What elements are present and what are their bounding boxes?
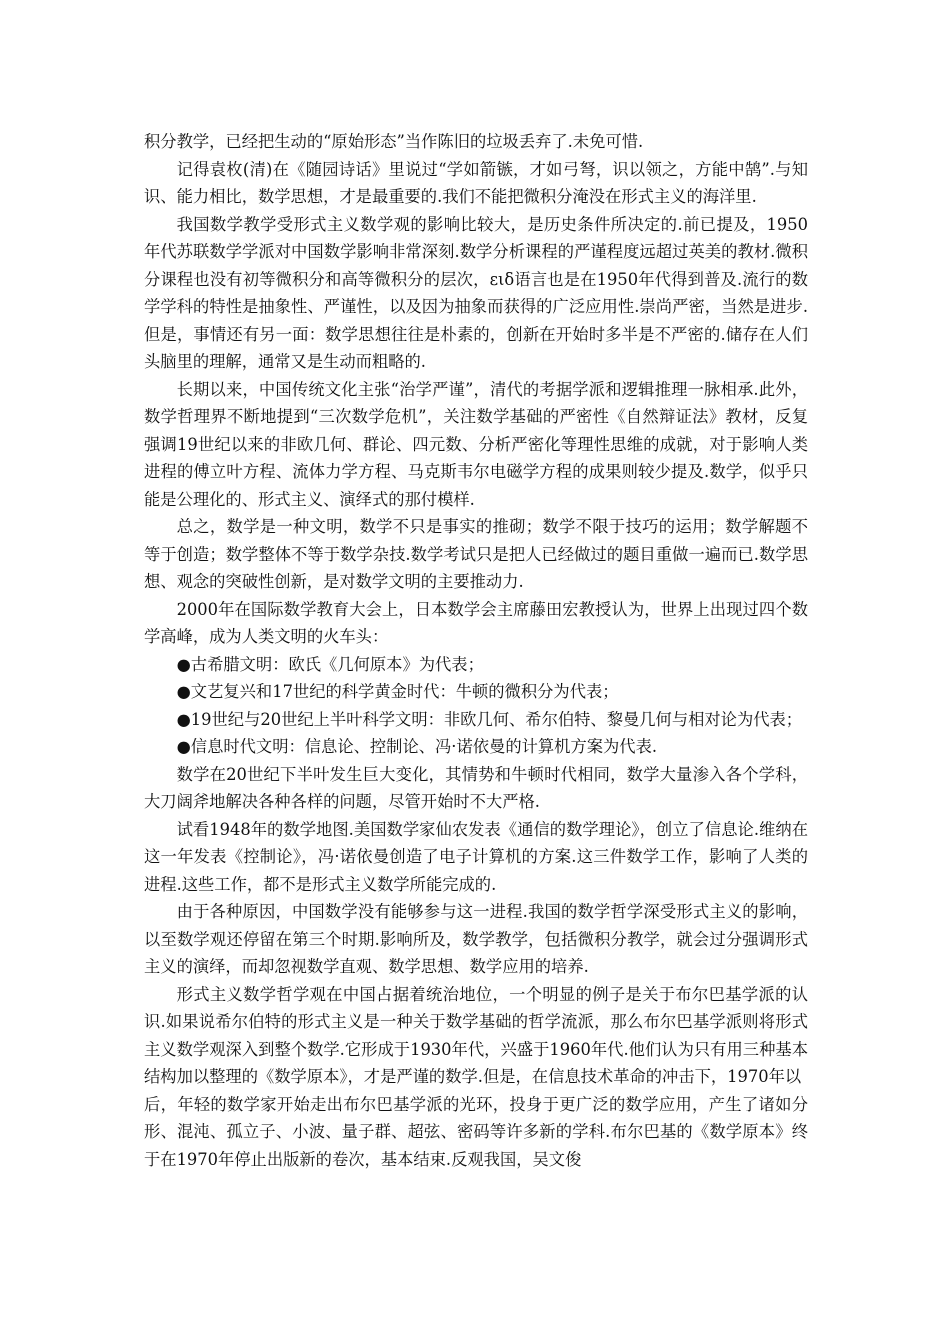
bullet-item-2: ●文艺复兴和17世纪的科学黄金时代：牛顿的微积分为代表； xyxy=(176,682,619,701)
document-body xyxy=(144,128,808,1173)
paragraph-1: 积分教学，已经把生动的“原始形态”当作陈旧的垃圾丢弃了.未免可惜. xyxy=(144,132,644,151)
paragraph-11: 后，年轻的数学家开始走出布尔巴基学派的光环，投身于更广泛的数学应用，产生了诸如分形、混沌、孤立子、小波、量子群、超弦、密码等许多新的学科.布尔巴基的《数学原本》终于在1970年停止出版新的卷次，基本结束.反观我国，吴文俊 xyxy=(144,1094,808,1169)
paragraph-5: 总之，数学是一种文明，数学不只是事实的推砌；数学不限于技巧的运用；数学解题不等于创造；数学整体不等于数学杂技.数学考试只是把人已经做过的题目重做一遍而已.数学思想、观念的突破性创新，是对数学文明的主要推动力. xyxy=(144,517,808,591)
bullet-item-4: ●信息时代文明：信息论、控制论、冯·诺依曼的计算机方案为代表. xyxy=(176,737,658,756)
paragraph-6: 2000年在国际数学教育大会上，日本数学会主席藤田宏教授认为，世界上出现过四个数学高峰，成为人类文明的火车头： xyxy=(144,599,808,646)
paragraph-10: 形式主义数学哲学观在中国占据着统治地位，一个明显的例子是关于布尔巴基学派的认识.如果说希尔伯特的形式主义是一种关于数学基础的哲学流派，那么布尔巴基学派则将形式主义数学观深入到整个数学.它形成于1930年代，兴盛于1960年代.他们认为只有用三种基本结构加以整理的《数学原本》，才是严谨的数学.但是，在信息技术革命的冲击下，1970年以 xyxy=(144,984,808,1086)
paragraph-3: 我国数学教学受形式主义数学观的影响比较大，是历史条件所决定的.前已提及，1950年代苏联数学学派对中国数学影响非常深刻.数学分析课程的严谨程度远超过英美的教材.微积分课程也没有初等微积分和高等微积分的层次，ειδ语言也是在1950年代得到普及.流行的数学学科的特性是抽象性、严谨性，以及因为抽象而获得的广泛应用性.崇尚严密，当然是进步.但是，事情还有另一面：数学思想往往是朴素的，创新在开始时多半是不严密的.储存在人们头脑里的理解，通常又是生动而粗略的. xyxy=(144,214,808,371)
paragraph-8: 试看1948年的数学地图.美国数学家仙农发表《通信的数学理论》，创立了信息论.维纳在这一年发表《控制论》，冯·诺依曼创造了电子计算机的方案.这三件数学工作，影响了人类的进程.这些工作，都不是形式主义数学所能完成的. xyxy=(144,819,808,894)
paragraph-7: 数学在20世纪下半叶发生巨大变化，其情势和牛顿时代相同，数学大量渗入各个学科，大刀阔斧地解决各种各样的问题，尽管开始时不大严格. xyxy=(144,764,808,811)
paragraph-2: 记得袁枚(清)在《随园诗话》里说过“学如箭镞，才如弓弩，识以领之，方能中鹄”.与知识、能力相比，数学思想，才是最重要的.我们不能把微积分淹没在形式主义的海洋里. xyxy=(144,159,808,206)
paragraph-9: 由于各种原因，中国数学没有能够参与这一进程.我国的数学哲学深受形式主义的影响，以至数学观还停留在第三个时期.影响所及，数学教学，包括微积分教学，就会过分强调形式主义的演绎，而却忽视数学直观、数学思想、数学应用的培养. xyxy=(144,902,808,976)
bullet-item-1: ●古希腊文明：欧氏《几何原本》为代表； xyxy=(176,654,484,674)
bullet-item-3: ●19世纪与20世纪上半叶科学文明：非欧几何、希尔伯特、黎曼几何与相对论为代表； xyxy=(176,709,803,729)
paragraph-4: 长期以来，中国传统文化主张“治学严谨”，清代的考据学派和逻辑推理一脉相承.此外，数学哲理界不断地提到“三次数学危机”，关注数学基础的严密性《自然辩证法》教材，反复强调19世纪以来的非欧几何、群论、四元数、分析严密化等理性思维的成就，对于影响人类进程的傅立叶方程、流体力学方程、马克斯韦尔电磁学方程的成果则较少提及.数学，似乎只能是公理化的、形式主义、演绎式的那付模样. xyxy=(144,379,808,509)
